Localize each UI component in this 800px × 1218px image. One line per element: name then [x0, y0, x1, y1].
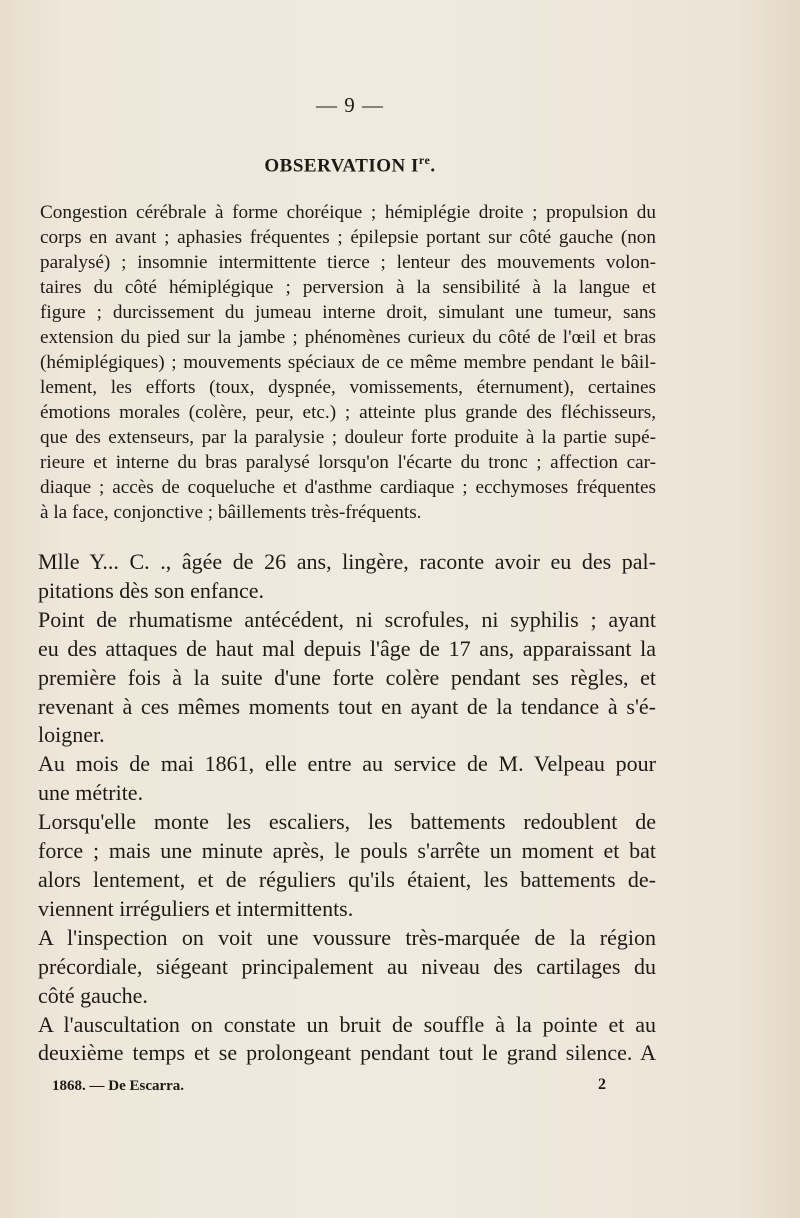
body-line: A l'inspection on voit une voussure très-marquée de la région — [38, 924, 656, 950]
observation-title-sup: re — [418, 153, 431, 167]
summary-line: Congestion cérébrale à forme choréique ; hémiplégie droite ; propulsion du — [40, 202, 656, 223]
body-line: une métrite. — [38, 780, 144, 806]
observation-title-text: OBSERVATION I — [264, 155, 419, 177]
body-line: viennent irréguliers et intermittents. — [38, 895, 354, 921]
summary-line: rieure et interne du bras paralysé lorsqu'on l'écarte du tronc ; affection car- — [40, 452, 656, 473]
body-line: deuxième temps et se prolongeant pendant tout le grand silence. A — [38, 1040, 656, 1066]
body-line: Mlle Y... C. ., âgée de 26 ans, lingère, raconte avoir eu des pal- — [38, 549, 656, 574]
observation-title — [0, 153, 700, 177]
page-number: — 9 — — [316, 93, 384, 117]
summary-line: à la face, conjonctive ; bâillements très-fréquents. — [40, 502, 422, 523]
summary-line: taires du côté hémiplégique ; perversion à la sensibilité à la langue et — [40, 277, 656, 298]
observation-body — [38, 548, 656, 1068]
summary-line: que des extenseurs, par la paralysie ; douleur forte produite à la partie supé- — [40, 427, 656, 448]
summary-line: figure ; durcissement du jumeau interne droit, simulant une tumeur, sans — [40, 302, 656, 323]
body-line: force ; mais une minute après, le pouls s'arrête un moment et bat — [38, 838, 656, 864]
summary-line: (hémiplégiques) ; mouvements spéciaux de ce même membre pendant le bâil- — [40, 352, 656, 373]
body-line: précordiale, siégeant principalement au niveau des cartilages du — [38, 953, 656, 979]
footer-signature-mark: 2 — [598, 1076, 606, 1093]
summary-line: paralysé) ; insomnie intermittente tierce ; lenteur des mouvements volon- — [40, 252, 656, 273]
body-line: eu des attaques de haut mal depuis l'âge de 17 ans, apparaissant la — [38, 635, 656, 661]
body-line: revenant à ces mêmes moments tout en ayant de la tendance à s'é- — [38, 693, 656, 719]
body-line: côté gauche. — [38, 982, 148, 1008]
observation-title-end: . — [430, 155, 436, 177]
summary-line: corps en avant ; aphasies fréquentes ; épilepsie portant sur côté gauche (non — [40, 227, 656, 248]
summary-line: lement, les efforts (toux, dyspnée, vomissements, éternument), certaines — [40, 377, 656, 398]
body-line: A l'auscultation on constate un bruit de souffle à la pointe et au — [38, 1011, 656, 1037]
body-line: Lorsqu'elle monte les escaliers, les battements redoublent de — [38, 809, 656, 835]
footer-signature: 1868. — De Escarra. — [52, 1078, 185, 1094]
body-line: loigner. — [38, 722, 105, 748]
body-line: première fois à la suite d'une forte colère pendant ses règles, et — [38, 664, 656, 690]
body-line: pitations dès son enfance. — [38, 577, 265, 603]
summary-line: diaque ; accès de coqueluche et d'asthme cardiaque ; ecchymoses fréquentes — [40, 477, 656, 498]
summary-line: émotions morales (colère, peur, etc.) ; atteinte plus grande des fléchisseurs, — [40, 402, 656, 423]
body-line: Au mois de mai 1861, elle entre au service de M. Velpeau pour — [38, 751, 656, 777]
summary-line: extension du pied sur la jambe ; phénomènes curieux du côté de l'œil et bras — [40, 327, 656, 348]
body-line: alors lentement, et de réguliers qu'ils étaient, les battements de- — [38, 866, 656, 892]
observation-summary — [40, 200, 656, 525]
body-line: Point de rhumatisme antécédent, ni scrofules, ni syphilis ; ayant — [38, 606, 656, 632]
